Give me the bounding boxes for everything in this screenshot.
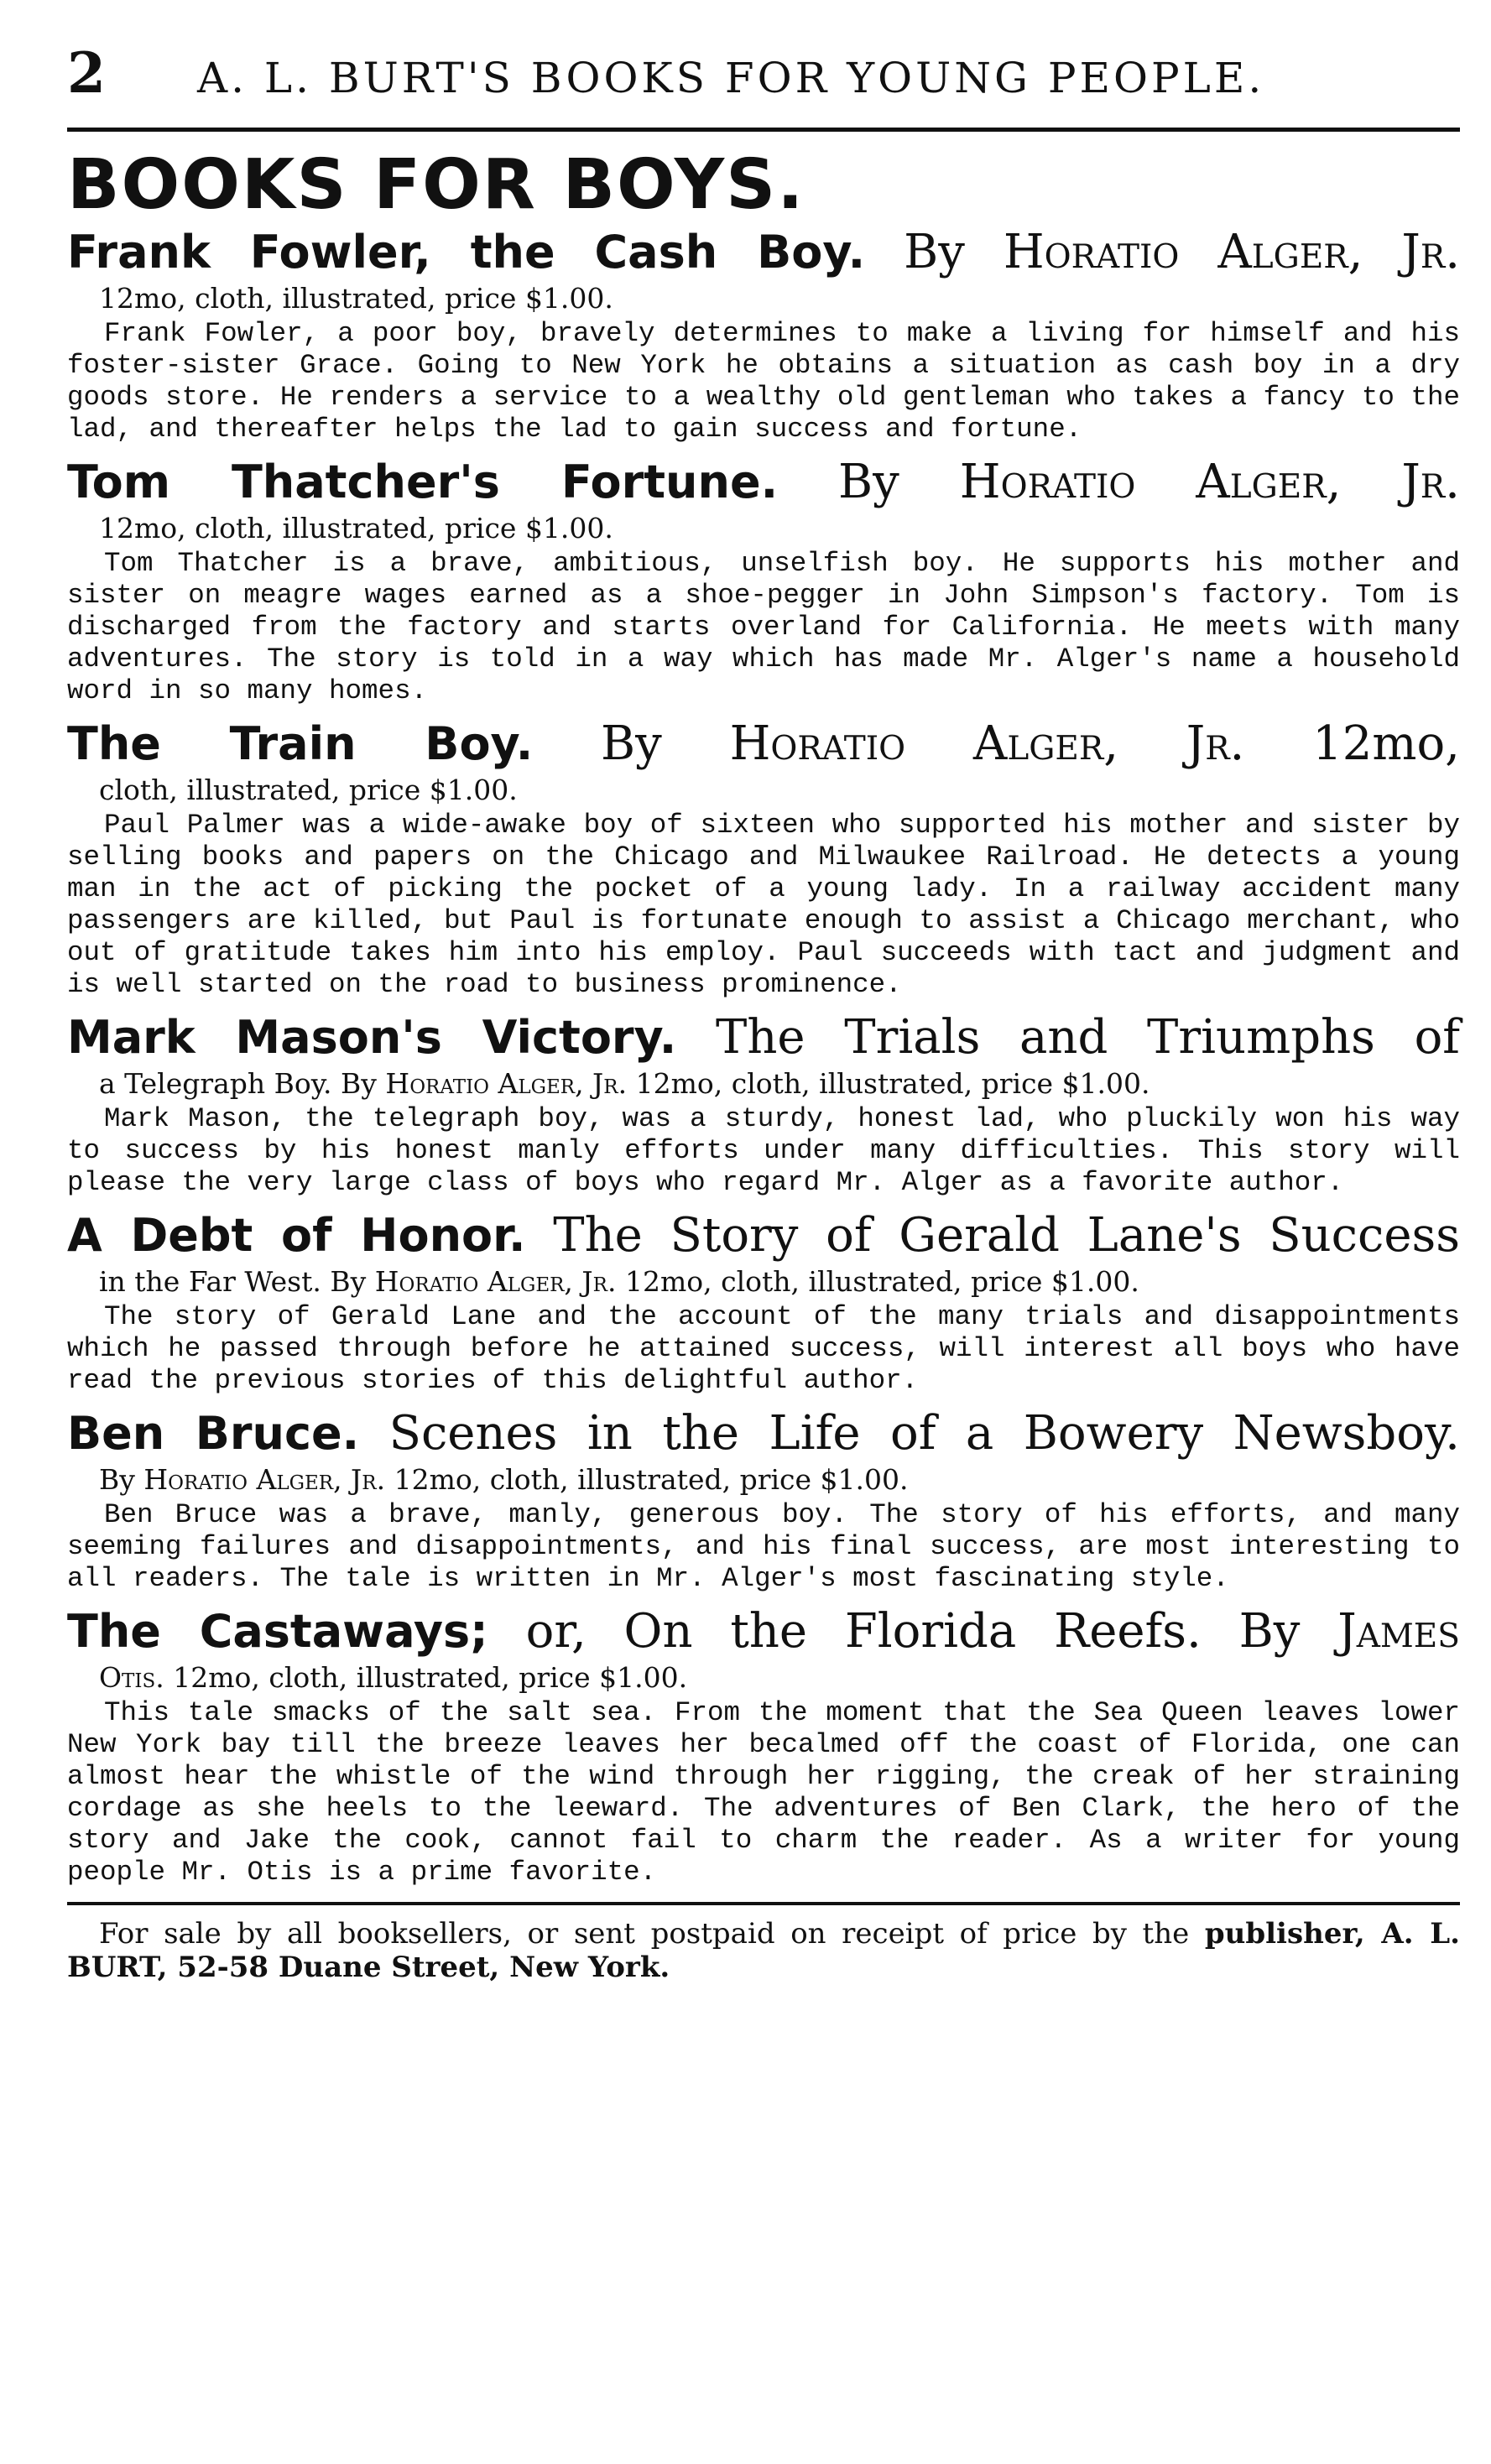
book-title-line [67,224,1460,281]
book-entry [67,1405,1460,1595]
book-entry [67,1207,1460,1397]
by-label: By [99,1463,135,1496]
catalog-page [67,40,1460,1984]
running-head [67,40,1460,121]
book-title-line [67,454,1460,511]
book-description: Mark Mason, the telegraph boy, was a sturdy, honest lad, who pluckily won his way to success by his honest manly efforts under many difficulties. This story will please the very large class of boys who regard Mr. Alger as a favorite author. [67,1103,1460,1198]
section-title: BOOKS FOR BOYS. [67,145,805,225]
book-entry [67,716,1460,1001]
book-description: The story of Gerald Lane and the account of the many trials and disappointments which he passed through before he attained success, will interest all boys who have read the previous stories of this delightful author. [67,1301,1460,1396]
book-format: 12mo, [1312,716,1460,771]
book-subtitle-continued: in the Far West. By [99,1265,367,1298]
book-entry [67,454,1460,707]
book-title: The Castaways; [67,1605,488,1658]
book-title: Ben Bruce. [67,1407,360,1460]
page-number: 2 [67,40,109,106]
book-author: Horatio Alger, Jr. [959,455,1460,509]
book-title: Tom Thatcher's Fortune. [67,456,779,508]
book-description: Ben Bruce was a brave, manly, generous boy. The story of his efforts, and many seeming failures and disappointments, and his final success, are most interesting to all readers. The tale is written in Mr. Alger's most fascinating style. [67,1499,1460,1594]
book-entry [67,1603,1460,1888]
book-meta: cloth, illustrated, price $1.00. [99,774,518,806]
book-meta-line [67,1464,1460,1496]
book-subtitle: The Trials and Triumphs of [716,1010,1461,1065]
book-meta: 12mo, cloth, illustrated, price $1.00. [394,1463,909,1496]
book-meta: 12mo, cloth, illustrated, price $1.00. [624,1265,1139,1298]
book-author: Horatio Alger, Jr. [374,1265,617,1298]
book-description: This tale smacks of the salt sea. From the moment that the Sea Queen leaves lower New York bay till the breeze leaves her becalmed off the coast of Florida, one can almost hear the whistle of the wind through her rigging, the creak of her straining cordage as she heels to the leeward. The adventures of Ben Clark, the hero of the story and Jake the cook, cannot fail to charm the reader. As a writer for young people Mr. Otis is a prime favorite. [67,1697,1460,1888]
book-meta: 12mo, cloth, illustrated, price $1.00. [173,1661,688,1694]
book-meta-line [67,1068,1460,1100]
book-title: The Train Boy. [67,717,534,770]
publisher-address: publisher, A. L. BURT, 52-58 Duane Street, New York. [67,1917,1460,1984]
book-author: James [1337,1604,1460,1659]
book-title-line [67,1603,1460,1660]
book-description: Paul Palmer was a wide-awake boy of sixteen who supported his mother and sister by selling books and papers on the Chicago and Milwaukee Railroad. He detects a young man in the act of picking the pocket of a young lady. In a railway accident many passengers are killed, but Paul is fortunate enough to assist a Chicago merchant, who out of gratitude takes him into his employ. Paul succeeds with tact and judgment and is well started on the road to business prominence. [67,810,1460,1000]
header-rule [67,128,1460,132]
book-author: Horatio Alger, Jr. [385,1067,628,1100]
book-subtitle: Scenes in the Life of a Bowery Newsboy. [388,1406,1460,1461]
book-meta: 12mo, cloth, illustrated, price $1.00. [99,512,613,544]
book-description: Tom Thatcher is a brave, ambitious, unselfish boy. He supports his mother and sister on meagre wages earned as a shoe-pegger in John Simpson's factory. Tom is discharged from the factory and starts overland for California. He meets with many adventures. The story is told in a way which has made Mr. Alger's name a household word in so many homes. [67,548,1460,706]
by-label: By [904,225,965,279]
book-meta-line [67,1662,1460,1694]
book-meta-line [67,1266,1460,1298]
book-title: Mark Mason's Victory. [67,1011,677,1064]
book-title-line [67,1009,1460,1066]
book-entry [67,224,1460,445]
footer [67,1917,1460,1984]
book-subtitle: The Story of Gerald Lane's Success [553,1208,1460,1263]
book-subtitle-continued: a Telegraph Boy. By [99,1067,377,1100]
running-head-text: A. L. BURT'S BOOKS FOR YOUNG PEOPLE. [197,54,1265,102]
by-label: By [838,455,899,509]
book-description: Frank Fowler, a poor boy, bravely determines to make a living for himself and his foster-sister Grace. Going to New York he obtains a situation as cash boy in a dry goods store. He renders a service to a wealthy old gentleman who takes a fancy to the lad, and thereafter helps the lad to gain success and fortune. [67,318,1460,445]
book-author: Horatio Alger, Jr. [143,1463,386,1496]
book-title-line [67,716,1460,773]
footer-text: For sale by all booksellers, or sent postpaid on receipt of price by the [99,1917,1190,1951]
book-author-continued: Otis. [99,1661,164,1694]
book-meta: 12mo, cloth, illustrated, price $1.00. [99,282,613,315]
book-title-line [67,1405,1460,1462]
book-subtitle: or, On the Florida Reefs. [525,1604,1202,1659]
footer-rule [67,1902,1460,1905]
book-author: Horatio Alger, Jr. [729,716,1245,771]
book-title-line [67,1207,1460,1264]
book-entry [67,1009,1460,1199]
book-title: A Debt of Honor. [67,1209,526,1262]
book-meta: 12mo, cloth, illustrated, price $1.00. [635,1067,1150,1100]
book-title: Frank Fowler, the Cash Boy. [67,226,866,279]
by-label: By [1238,1604,1301,1659]
book-author: Horatio Alger, Jr. [1003,225,1460,279]
by-label: By [601,716,662,771]
